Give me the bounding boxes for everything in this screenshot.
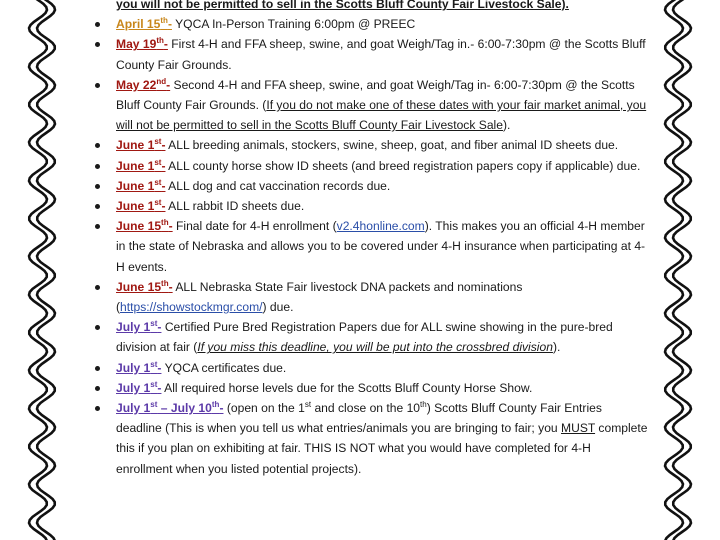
- bullet-icon: [95, 184, 100, 189]
- item-warning: If you do not make one of these dates with your fair market animal, you will not be permitted to sell in the Scotts Bluff County Fair Livestock Sale: [116, 98, 647, 133]
- left-decorative-border: [12, 0, 72, 540]
- list-item-july-1-horse-levels: [90, 378, 650, 398]
- bullet-icon: [95, 143, 100, 148]
- item-warning: If you miss this deadline, you will be put into the crossbred division: [197, 340, 553, 355]
- item-text: YQCA certificates due.: [161, 360, 287, 375]
- item-text: First 4-H and FFA sheep, swine, and goat Weigh/Tag in.- 6:00-7:30pm @ the Scotts Bluff County Fair Grounds.: [116, 37, 646, 72]
- item-text: ALL dog and cat vaccination records due.: [165, 178, 391, 193]
- item-text: All required horse levels due for the Scotts Bluff County Horse Show.: [161, 380, 533, 395]
- list-item-may-19: [90, 34, 650, 74]
- list-item-may-22: [90, 75, 650, 136]
- bullet-icon: [95, 83, 100, 88]
- item-sup: st: [304, 400, 312, 410]
- bullet-icon: [95, 22, 100, 27]
- document-page: [90, 0, 650, 479]
- item-date: June 1st-: [116, 157, 166, 173]
- showstockmgr-link[interactable]: https://showstockmgr.com/: [120, 300, 263, 315]
- item-date: May 22nd-: [116, 76, 171, 92]
- item-text-c: ) Scotts Bluff County Fair Entries deadline (This is when you tell us what entries/animals you are bringing to fair; you: [116, 401, 602, 436]
- item-text: ALL breeding animals, stockers, swine, sheep, goat, and fiber animal ID sheets due.: [165, 138, 619, 153]
- list-item-july-1-10-entries: [90, 398, 650, 479]
- bullet-icon: [95, 406, 100, 411]
- item-text-end: complete this if you plan on exhibiting at fair. THIS IS NOT what you would have completed for 4-H enrollment when you listed potential projects).: [116, 421, 648, 476]
- item-date: June 1st-: [116, 177, 166, 193]
- bullet-icon: [95, 386, 100, 391]
- cutoff-line: [90, 0, 650, 14]
- item-text: YQCA In-Person Training 6:00pm @ PREEC: [171, 17, 416, 32]
- bullet-icon: [95, 366, 100, 371]
- bullet-icon: [95, 42, 100, 47]
- list-item-june-1-dog-cat: [90, 176, 650, 196]
- item-date: April 15th-: [116, 16, 172, 32]
- item-text: Certified Pure Bred Registration Papers due for ALL swine showing in the pure-bred division at fair (: [116, 320, 613, 355]
- bullet-icon: [95, 325, 100, 330]
- list-item-june-1-horse: [90, 156, 650, 176]
- bullet-icon: [95, 285, 100, 290]
- bullet-icon: [95, 164, 100, 169]
- item-date: July 1st-: [116, 379, 162, 395]
- item-emphasis: MUST: [561, 421, 596, 436]
- item-date: June 15th-: [116, 278, 173, 294]
- item-text-end: ).: [502, 118, 511, 133]
- item-date: July 1st – July 10th-: [116, 400, 224, 416]
- item-text: (open on the 1: [223, 401, 305, 416]
- item-date: June 1st-: [116, 198, 166, 214]
- list-item-june-15-enrollment: [90, 216, 650, 277]
- item-text: ALL rabbit ID sheets due.: [165, 199, 305, 214]
- item-text: Final date for 4-H enrollment (: [172, 219, 337, 234]
- item-text-b: and close on the 10: [311, 401, 421, 416]
- item-text: Second 4-H and FFA sheep, swine, and goat Weigh/Tag in- 6:00-7:30pm @ the Scotts Bluff County Fair Grounds. (: [116, 77, 635, 113]
- item-text-end: ).: [552, 340, 561, 355]
- bullet-icon: [95, 224, 100, 229]
- item-sup: th: [420, 400, 427, 410]
- item-text: ALL Nebraska State Fair livestock DNA packets and nominations (: [116, 279, 523, 315]
- item-text-end: ). This makes you an official 4-H member in the state of Nebraska and allows you to be covered under 4-H insurance when participating at 4-H events.: [116, 219, 646, 274]
- item-date: June 1st-: [116, 137, 166, 153]
- list-item-june-1-breeding: [90, 135, 650, 155]
- bullet-icon: [95, 204, 100, 209]
- cutoff-text: you will not be permitted to sell in the Scotts Bluff County Fair Livestock Sale).: [116, 0, 569, 11]
- list-item-july-1-registration: [90, 317, 650, 357]
- item-text-end: ) due.: [262, 300, 294, 315]
- deadline-list: [90, 14, 650, 479]
- list-item-july-1-yqca: [90, 358, 650, 378]
- list-item-june-15-dna: [90, 277, 650, 317]
- item-date: May 19th-: [116, 36, 168, 52]
- item-text: ALL county horse show ID sheets (and breed registration papers copy if applicable) due.: [165, 158, 641, 173]
- list-item-april-15: [90, 14, 650, 34]
- item-date: July 1st-: [116, 359, 162, 375]
- item-date: July 1st-: [116, 319, 162, 335]
- item-date: June 15th-: [116, 218, 173, 234]
- right-decorative-border: [648, 0, 708, 540]
- list-item-june-1-rabbit: [90, 196, 650, 216]
- 4honline-link[interactable]: v2.4honline.com: [336, 219, 425, 234]
